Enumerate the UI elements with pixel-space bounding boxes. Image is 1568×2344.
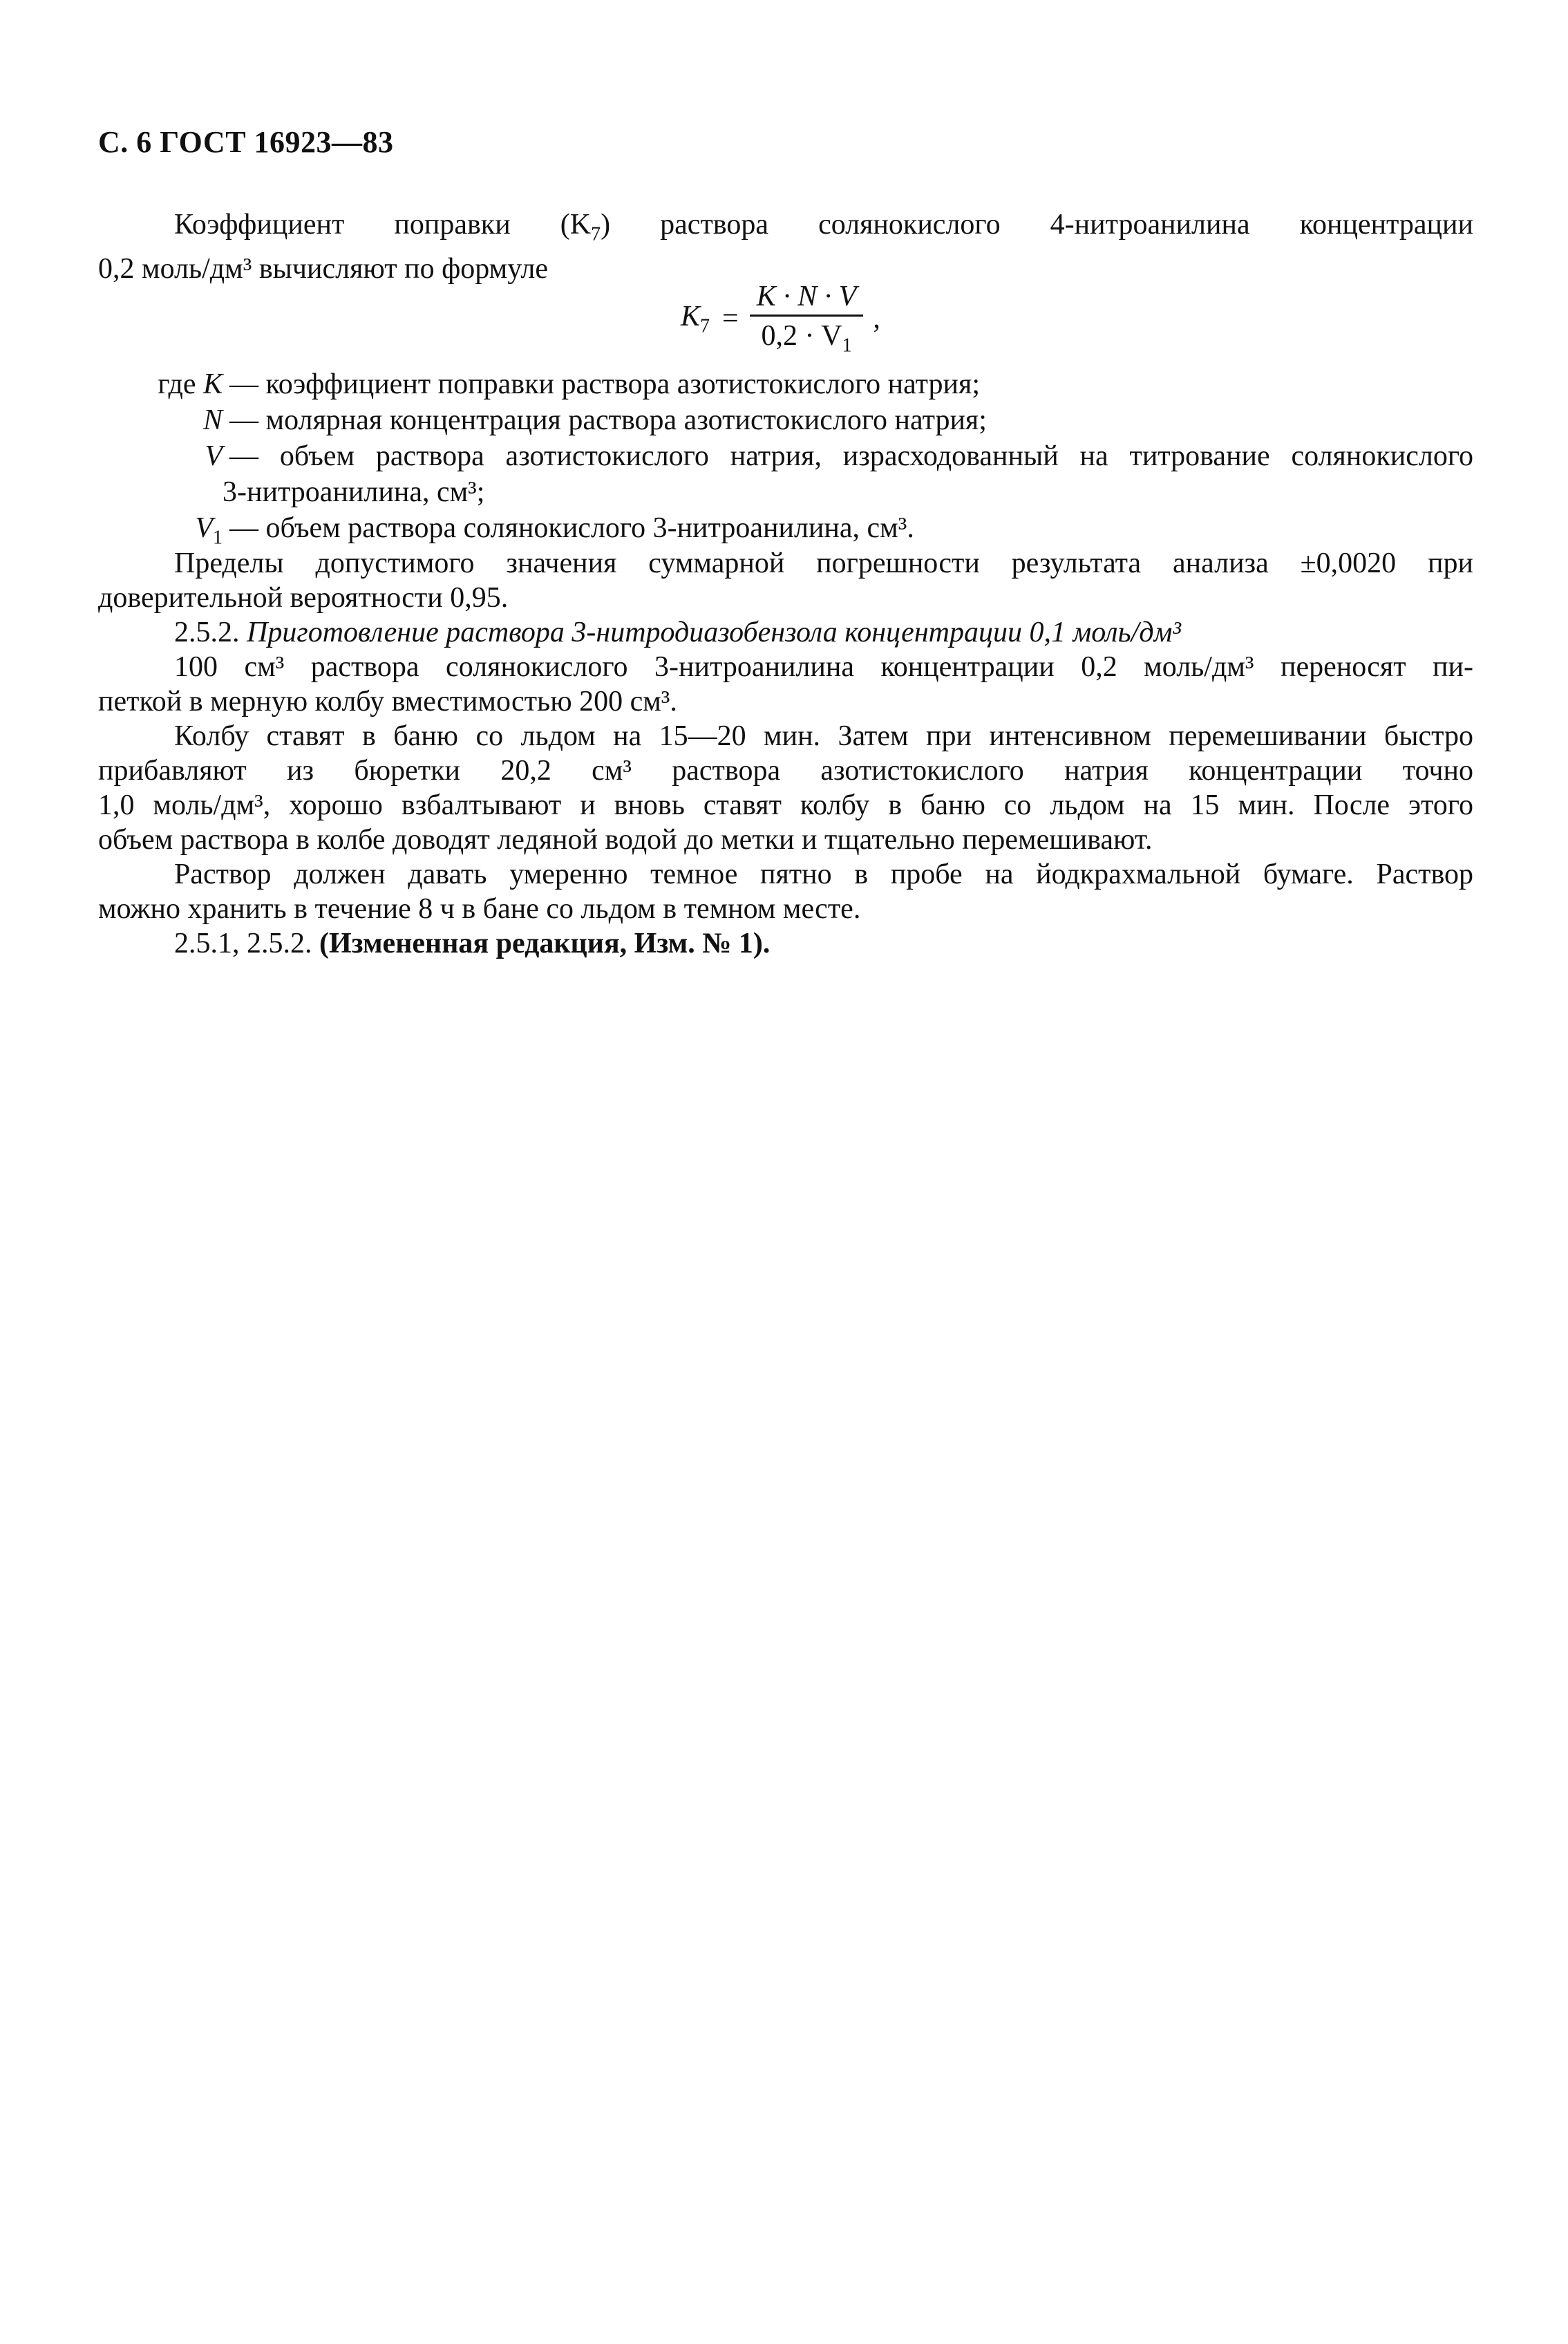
formula-numerator: K · N · V bbox=[750, 280, 864, 317]
definitions-lead: где bbox=[158, 368, 196, 400]
paragraph-error-limits: Пределы допустимого значения суммарной погрешности результата анализа ±0,0020 при bbox=[174, 547, 1473, 579]
formula-equals: = bbox=[722, 302, 739, 335]
paragraph-storage-cont: можно хранить в течение 8 ч в бане со льдом в темном месте. bbox=[98, 893, 861, 925]
paragraph-ice-bath-cont: объем раствора в колбе доводят ледяной водой до метки и тщательно перемешивают. bbox=[98, 824, 1153, 856]
definitions-list bbox=[98, 366, 1473, 556]
paragraph-transfer: 100 см³ раствора солянокислого 3-нитроанилина концентрации 0,2 моль/дм³ переносят пи- bbox=[174, 651, 1473, 683]
paragraph-ice-bath-cont: 1,0 моль/дм³, хорошо взбалтывают и вновь ставят колбу в баню со льдом на 15 мин. После этого bbox=[98, 789, 1473, 821]
definition-item: где K — коэффициент поправки раствора азотистокислого натрия; bbox=[158, 368, 981, 400]
section-2-5-2-heading: 2.5.2. Приготовление раствора 3-нитродиазобензола концентрации 0,1 моль/дм³ bbox=[174, 617, 1181, 648]
body-text bbox=[98, 546, 1473, 961]
formula-trailing-comma: , bbox=[873, 302, 880, 335]
paragraph-transfer-cont: петкой в мерную колбу вместимостью 200 см³. bbox=[98, 686, 677, 718]
paragraph-storage: Раствор должен давать умеренно темное пятно в пробе на йодкрахмальной бумаге. Раствор bbox=[174, 859, 1473, 890]
formula-lhs: $K_7$ bbox=[681, 300, 710, 337]
definition-item: V — объем раствора азотистокислого натрия, израсходованный на титрование солянокислого bbox=[205, 440, 1473, 472]
definition-continuation: 3-нитроанилина, см³; bbox=[223, 476, 485, 508]
paragraph-error-limits-cont: доверительной вероятности 0,95. bbox=[98, 582, 509, 614]
intro-line-2: 0,2 моль/дм³ вычисляют по формуле bbox=[98, 253, 548, 285]
formula-k7 bbox=[681, 280, 880, 357]
paragraph-ice-bath: Колбу ставят в баню со льдом на 15—20 мин. Затем при интенсивном перемешивании быстро bbox=[174, 720, 1473, 752]
paragraph-ice-bath-cont: прибавляют из бюретки 20,2 см³ раствора азотистокислого натрия концентрации точно bbox=[98, 755, 1473, 787]
amendment-note: 2.5.1, 2.5.2. (Измененная редакция, Изм. № 1). bbox=[174, 928, 771, 959]
intro-line-1: Коэффициент поправки $(K_7)$ раствора солянокислого 4-нитроанилина концентрации bbox=[174, 209, 1473, 245]
formula-fraction bbox=[750, 280, 864, 357]
definition-item: $V_1$ — объем раствора солянокислого 3-нитроанилина, см³. bbox=[195, 512, 914, 549]
running-header: С. 6 ГОСТ 16923—83 bbox=[98, 125, 394, 159]
formula-denominator: $0,2 \cdot V_1$ bbox=[761, 320, 852, 357]
intro-paragraph bbox=[98, 207, 1473, 286]
definition-item: N — молярная концентрация раствора азотистокислого натрия; bbox=[202, 404, 987, 436]
